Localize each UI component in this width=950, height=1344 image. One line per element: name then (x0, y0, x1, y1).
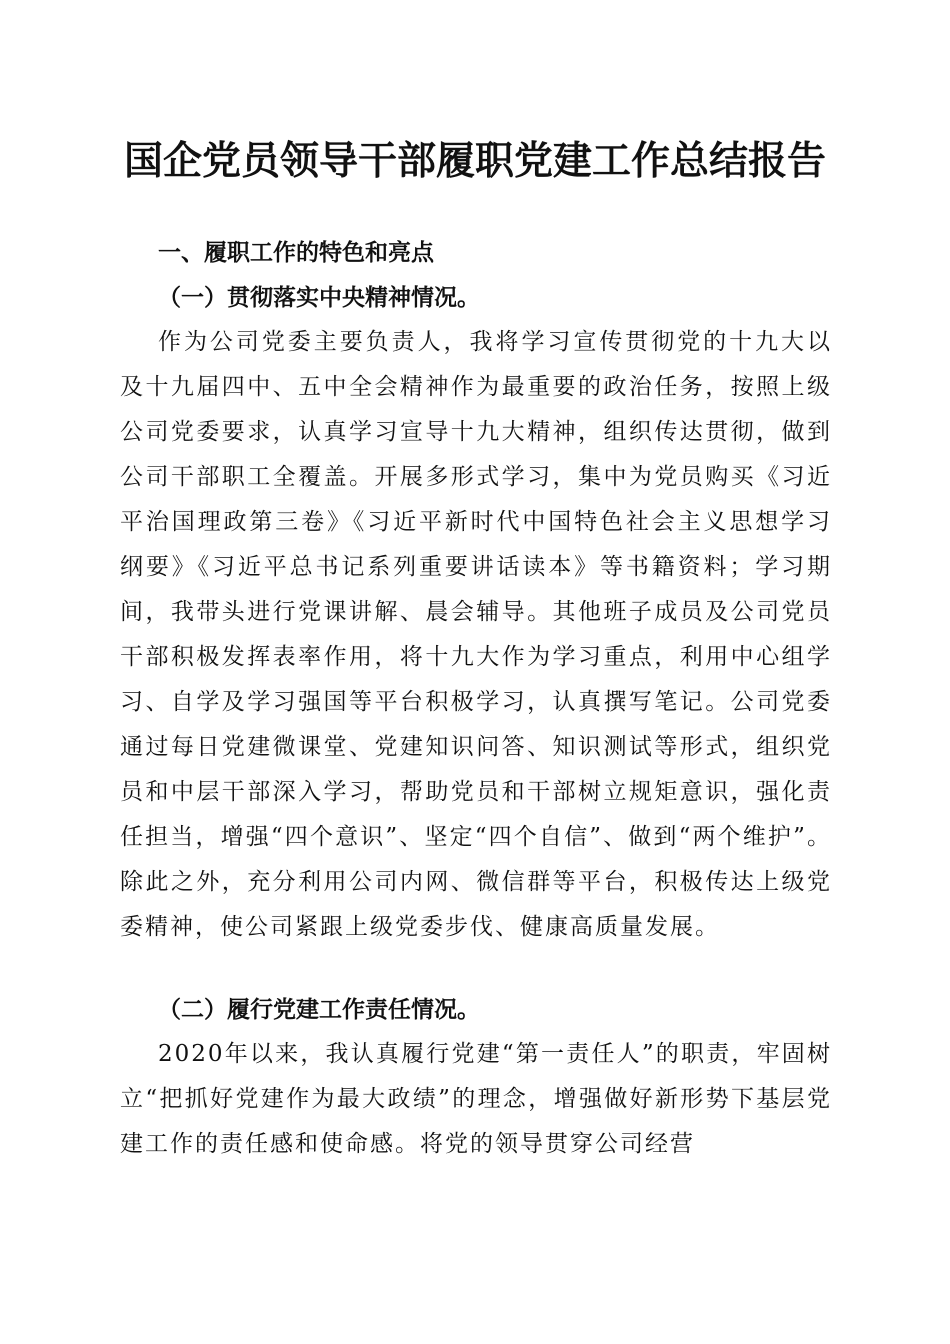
section-heading-1: 一、履职工作的特色和亮点 (158, 240, 434, 266)
subsection-heading-2: （二）履行党建工作责任情况。 (158, 996, 480, 1023)
document-title: 国企党员领导干部履职党建工作总结报告 (123, 138, 826, 184)
body-paragraph-1: 作为公司党委主要负责人，我将学习宣传贯彻党的十九大以及十九届四中、五中全会精神作为最重要的政治任务，按照上级公司党委要求，认真学习宣导十九大精神，组织传达贯彻，做到公司干部职工全覆盖。开展多形式学习，集中为党员购买《习近平治国理政第三卷》《习近平新时代中国特色社会主义思想学习纲要》《习近平总书记系列重要讲话读本》等书籍资料；学习期间，我带头进行党课讲解、晨会辅导。其他班子成员及公司党员干部积极发挥表率作用，将十九大作为学习重点，利用中心组学习、自学及学习强国等平台积极学习，认真撰写笔记。公司党委通过每日党建微课堂、党建知识问答、知识测试等形式，组织党员和中层干部深入学习，帮助党员和干部树立规矩意识，强化责任担当，增强“四个意识”、坚定“四个自信”、做到“两个维护”。除此之外，充分利用公司内网、微信群等平台，积极传达上级党委精神，使公司紧跟上级党委步伐、健康高质量发展。 (120, 329, 832, 940)
body-paragraph-2: 2020年以来，我认真履行党建“第一责任人”的职责，牢固树立“把抓好党建作为最大政绩”的理念，增强做好新形势下基层党建工作的责任感和使命感。将党的领导贯穿公司经营 (120, 1041, 832, 1157)
subsection-heading-1: （一）贯彻落实中央精神情况。 (158, 284, 480, 311)
